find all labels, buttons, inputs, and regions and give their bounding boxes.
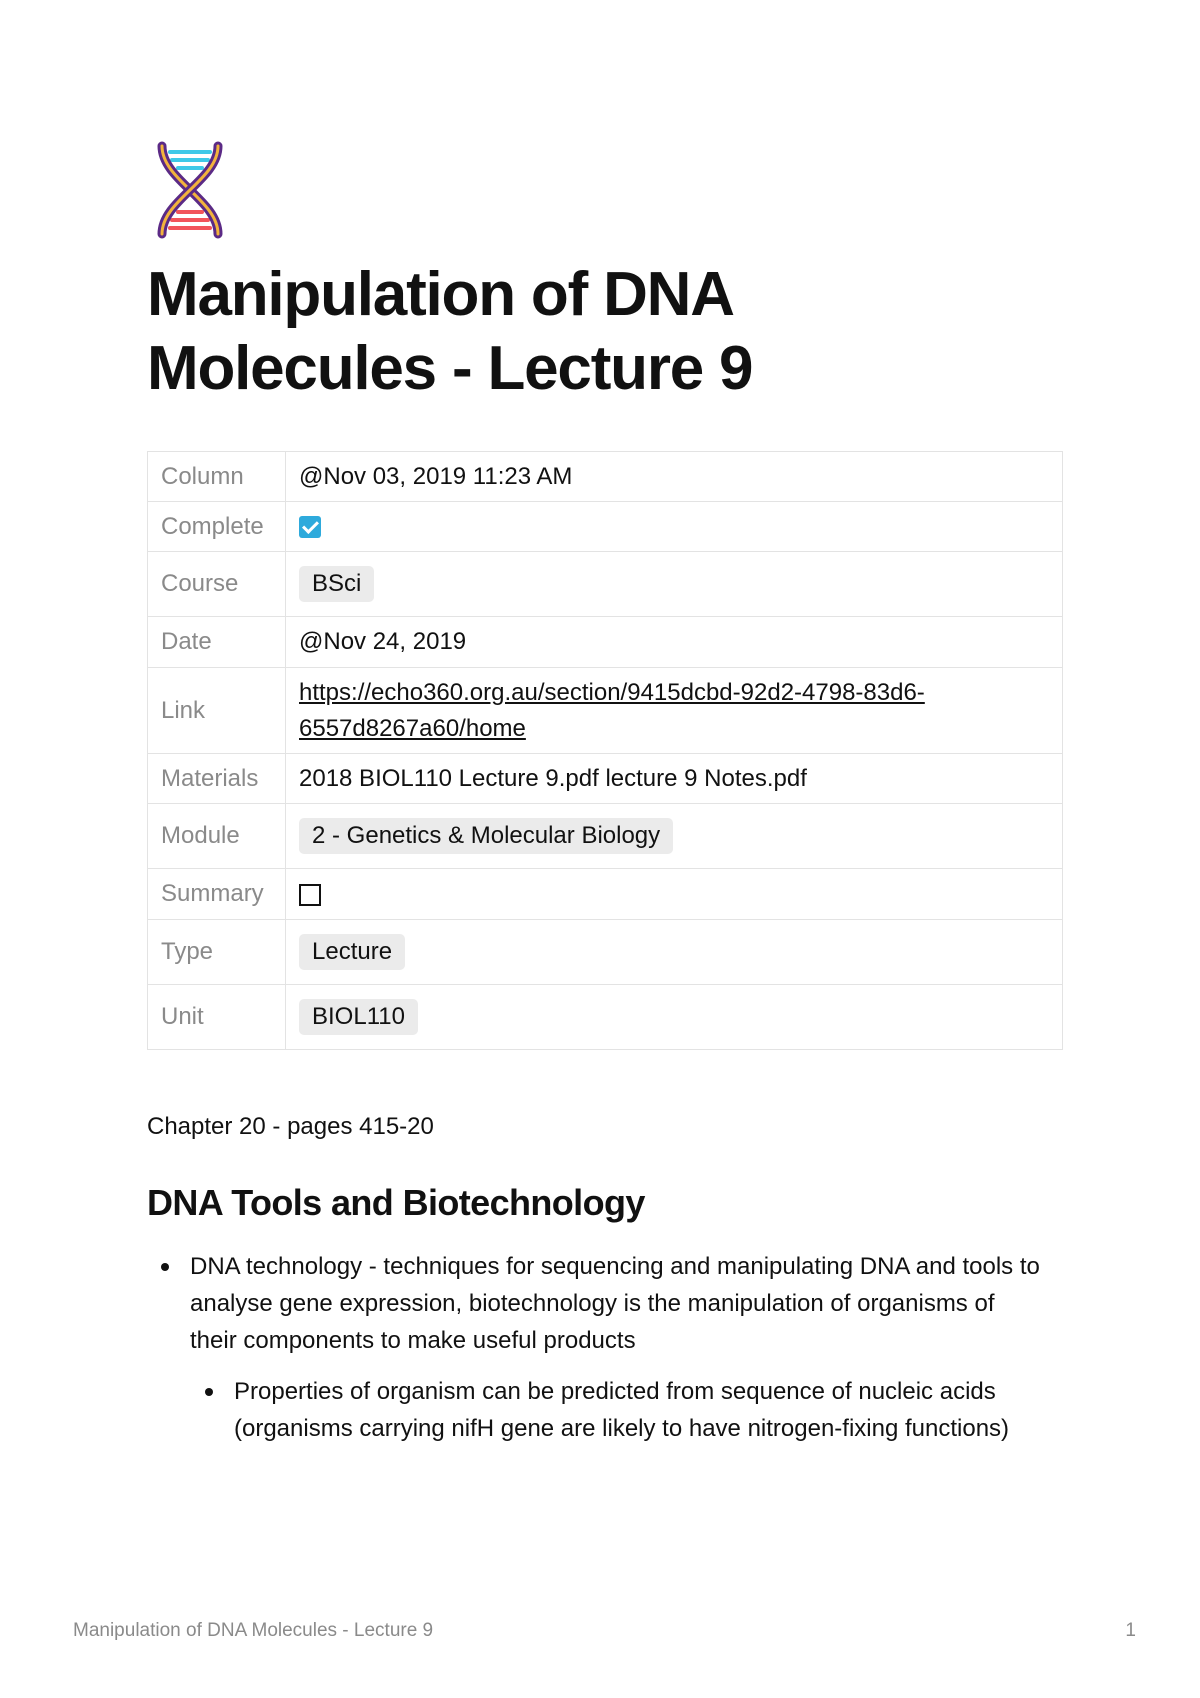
footer-title: Manipulation of DNA Molecules - Lecture 9 (73, 1620, 434, 1641)
link-line-2[interactable]: 6557d8267a60/home (299, 714, 526, 742)
property-row-link (148, 668, 1063, 754)
property-key: Materials (148, 754, 286, 804)
page-number: 1 (1125, 1620, 1136, 1641)
summary-checkbox[interactable] (299, 884, 321, 906)
property-key: Module (148, 804, 286, 869)
property-key: Summary (148, 869, 286, 920)
bullet-list (147, 1248, 1047, 1447)
sub-bullet-list (190, 1373, 1047, 1447)
section-heading: DNA Tools and Biotechnology (147, 1182, 645, 1223)
unit-tag[interactable]: BIOL110 (299, 999, 418, 1035)
property-row-date (148, 617, 1063, 668)
dna-icon (150, 140, 230, 240)
property-key: Complete (148, 502, 286, 552)
property-key: Column (148, 452, 286, 502)
list-item (190, 1373, 1047, 1447)
list-item (147, 1248, 1047, 1447)
property-key: Unit (148, 985, 286, 1050)
date-value[interactable]: @Nov 24, 2019 (286, 617, 1063, 668)
property-row-unit (148, 985, 1063, 1050)
property-row-column (148, 452, 1063, 502)
module-tag[interactable]: 2 - Genetics & Molecular Biology (299, 818, 673, 854)
property-row-summary (148, 869, 1063, 920)
property-key: Course (148, 552, 286, 617)
property-row-type (148, 920, 1063, 985)
materials-value[interactable]: 2018 BIOL110 Lecture 9.pdf lecture 9 Notes.pdf (286, 754, 1063, 804)
property-row-complete (148, 502, 1063, 552)
link-line-1[interactable]: https://echo360.org.au/section/9415dcbd-92d2-4798-83d6- (299, 678, 925, 706)
type-tag[interactable]: Lecture (299, 934, 405, 970)
lecture-link[interactable] (299, 679, 925, 742)
property-key: Type (148, 920, 286, 985)
properties-table (147, 451, 1063, 1050)
complete-checkbox[interactable] (299, 516, 321, 538)
created-time-value: @Nov 03, 2019 11:23 AM (286, 452, 1063, 502)
page-title: Manipulation of DNA Molecules - Lecture 9 (147, 260, 753, 403)
property-row-materials (148, 754, 1063, 804)
list-item-text: Properties of organism can be predicted from sequence of nucleic acids (organisms carrying nifH gene are likely to have nitrogen-fixing functions) (234, 1378, 1010, 1442)
course-tag[interactable]: BSci (299, 566, 374, 602)
property-row-course (148, 552, 1063, 617)
property-key: Date (148, 617, 286, 668)
property-row-module (148, 804, 1063, 869)
chapter-reference: Chapter 20 - pages 415-20 (147, 1113, 434, 1140)
property-key: Link (148, 668, 286, 754)
list-item-text: DNA technology - techniques for sequencing and manipulating DNA and tools to analyse gene expression, biotechnology is the manipulation of organisms of their components to make useful products (190, 1253, 1040, 1354)
